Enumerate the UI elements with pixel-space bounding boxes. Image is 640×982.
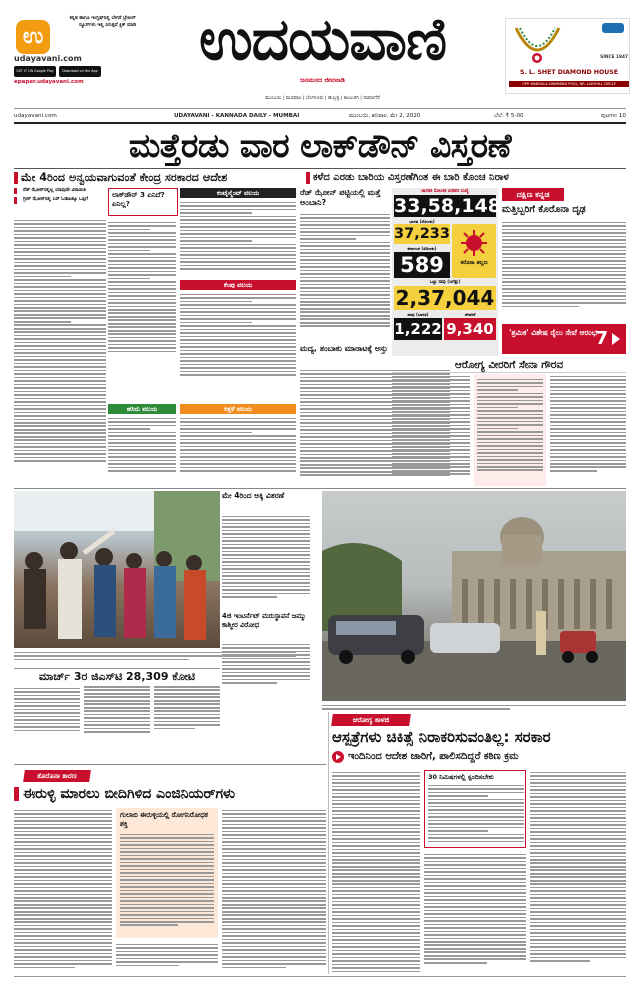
editions: ಮುಂಬಯಿ | ಮಣಿಪಾಲ | ಬೆಂಗಳೂರು | ಹುಬ್ಬಳ್ಳಿ | ಕಲಬುರಗಿ | ದಾವಣಗೆರೆ — [265, 96, 380, 101]
ambani-headline: ರೆಡ್ ಝೋನ್ ಪಟ್ಟಿಯಲ್ಲಿ ಮತ್ತೆ ಅಂಬಾನಿ? — [300, 188, 381, 207]
onion-box — [116, 808, 218, 938]
stats-india-deaths: 1,222 — [394, 320, 442, 338]
hospital-headline: ಆಸ್ಪತ್ರೆಗಳು ಚಿಕಿತ್ಸೆ ನಿರಾಕರಿಸುವಂತಿಲ್ಲ: ಸರಕಾರ — [332, 728, 551, 746]
containment-list — [180, 200, 296, 278]
lockdown3-list — [108, 220, 176, 370]
dateline — [14, 110, 626, 122]
lead-bullets — [14, 188, 106, 204]
lead-sub-left — [14, 170, 304, 186]
corona-badge — [452, 224, 496, 278]
jammu-body — [222, 642, 310, 690]
engineers-tag: ಕೊರೊನಾ ಕಾರಣ — [23, 770, 91, 782]
jammu-headline: 4ಜಿ ಇಂಟರ್ನೆಟ್ ಮರುಸ್ಥಾಪನೆ ಜಮ್ಮು ಕಾಶ್ಮೀರ ವಿರೋಧ — [222, 612, 306, 629]
hospital-box — [424, 770, 526, 848]
red-zone-tag: ಕೆಂಪು ವಲಯ — [180, 280, 296, 290]
stats-box — [392, 188, 501, 356]
lead-sub-left-text: ಮೇ 4ರಿಂದ ಅನ್ವಯವಾಗುವಂತೆ ಕೇಂದ್ರ ಸರಕಾರದ ಆದೇಶ — [21, 171, 228, 184]
gst-headline: ಮಾರ್ಚ್ 3ರ ಜಿಎಸ್‌ಟಿ 28,309 ಕೋಟಿ — [14, 668, 220, 685]
hospital-box-title: 30 ನಿಮಿಷಗಳಲ್ಲಿ ಸ್ಪಂದಿಸಬೇಕು — [428, 773, 494, 781]
lead-headline: ಮತ್ತೆರಡು ವಾರ ಲಾಕ್‌ಡೌನ್ ವಿಸ್ತರಣೆ — [128, 126, 512, 165]
onion-box-title: ಗುಲಾಬಿ ಈರುಳ್ಳಿಯಲ್ಲಿ ರೋಗನಿರೋಧಕ ಶಕ್ತಿ — [120, 811, 208, 828]
vidhana-soudha-photo — [322, 491, 626, 701]
hospital-sub-text: ಇಂದಿನಿಂದ ಆದೇಶ ಜಾರಿಗೆ, ಪಾಲಿಸದಿದ್ದರೆ ಕಠಿಣ ಕ್ರಮ — [348, 751, 519, 762]
red-zone-list — [180, 292, 296, 388]
section-rule-1 — [14, 488, 626, 489]
ad-address: OPP. MANGALA SWIMMING POOL, NR. LADYHILL CIRCLE — [509, 81, 629, 87]
stats-india: 37,233 — [394, 226, 450, 242]
google-play-button[interactable]: GET IT ON Google Play — [14, 66, 56, 77]
virus-icon — [459, 228, 489, 258]
engineers-headline-text: ಈರುಳ್ಳಿ ಮಾರಲು ಬೀದಿಗಿಳಿದ ಎಂಜಿನಿಯರ್‌ಗಳು — [23, 786, 236, 802]
promo-text: ಕನ್ನಡ ಹಾಗೂ ಇಂಗ್ಲಿಷ್‌ನಲ್ಲಿ ಬೇಗನೆ ಬ್ರೇಕಿಂಗ್ ನ್ಯೂಸ್‌ಗಳು ಇಲ್ಲಿ ಸಿಗುತ್ತವೆ ಕ್ಲಿಕ್ ಮಾಡಿ — [69, 16, 136, 28]
stats-karnataka-label: ಕರ್ನಾಟಕ (ಸೋಂಕು) — [407, 246, 437, 251]
onion-box-body — [120, 832, 214, 934]
shramik-page: 7 — [595, 328, 608, 349]
engineers-body-col1 — [14, 808, 112, 974]
necklace-icon — [510, 22, 565, 70]
stats-recovered: 9,340 — [444, 318, 496, 340]
tagline: ಜನಮನದ ಜೀವನಾಡಿ — [300, 76, 345, 84]
newspaper-title: ಉದಯವಾಣಿ — [198, 5, 447, 73]
masthead — [0, 0, 640, 108]
dateline-pages: ಪುಟಗಳು 10 — [601, 113, 626, 119]
engineers-body-col2 — [116, 942, 218, 974]
army-headline: ಆರೋಗ್ಯ ವೀರರಿಗೆ ಸೇನಾ ಗೌರವ — [392, 358, 626, 373]
ad-since: SINCE 1947 — [600, 55, 628, 60]
lead-sub-right-text: ಕಳೆದ ಎರಡು ಬಾರಿಯ ವಿಸ್ತರಣೆಗಿಂತ ಈ ಬಾರಿ ಕೊಂಚ ನಿರಾಳ — [313, 172, 509, 183]
stats-india-label: ಭಾರತ (ಸೋಂಕು) — [409, 219, 435, 224]
dateline-edition: UDAYAVANI - KANNADA DAILY - MUMBAI — [174, 113, 300, 119]
stats-karnataka: 589 — [394, 252, 450, 278]
bullet-arrow-icon — [332, 751, 344, 763]
dateline-price: ಬೆಲೆ: ₹ 5-00 — [494, 113, 524, 119]
bottom-rule — [14, 976, 626, 977]
section-rule-2 — [14, 764, 326, 765]
liquor-headline: ಮದ್ಯ, ತಂಬಾಕು ಮಾರಾಟಕ್ಕೆ ಅಸ್ತು — [300, 344, 388, 353]
orange-zone-list — [180, 416, 296, 486]
lead-sub-right — [306, 170, 626, 186]
engineers-headline — [14, 784, 326, 804]
lockdown3-title: ಲಾಕ್‌ಡೌನ್ 3 ಏನಿದೆ? ಏನಿಲ್ಲ? — [112, 191, 165, 208]
column-divider — [328, 712, 329, 974]
orange-zone-tag: ಕಿತ್ತಳೆ ವಲಯ — [180, 404, 296, 414]
sub-bar-icon-right — [306, 172, 310, 184]
hospital-body-col2 — [424, 852, 526, 974]
ambani-body — [300, 212, 390, 338]
hospital-sub — [332, 750, 626, 764]
rice-headline: ಮೇ 4ರಿಂದ ಅಕ್ಕಿ ವಿತರಣೆ — [222, 491, 285, 500]
lead-rule — [14, 168, 626, 169]
rice-body — [222, 514, 310, 606]
building-icon — [322, 491, 626, 701]
shramik-promo-text: 'ಶ್ರಮಿಕ' ವಿಶೇಷ ರೈಲು ಸೇವೆ ಆರಂಭ — [509, 328, 597, 337]
army-list — [477, 377, 543, 483]
jewellery-ad[interactable] — [505, 18, 630, 94]
dateline-site[interactable]: udayavani.com — [14, 113, 57, 119]
bullet-1: ರೆಡ್ ಝೋನ್‌ನಲ್ಲಿಲ್ಲ ಯಾವುದೇ ವಿನಾಯಿತಿ — [14, 188, 106, 194]
lead-body-col1 — [14, 218, 106, 488]
engineers-bar-icon — [14, 787, 19, 801]
containment-tag: ಕಂಟೈನ್ಮೆಂಟ್ ವಲಯ — [180, 188, 296, 198]
udayavani-logo-icon: ಉ — [16, 20, 50, 54]
engineers-body-col3 — [222, 808, 326, 974]
stats-deaths-label: ಒಟ್ಟು ಸಾವು (ಜಗತ್ತು) — [429, 280, 461, 285]
green-zone-tag: ಹಸಿರು ವಲಯ — [108, 404, 176, 414]
stats-recovered-label: ಚೇತರಿಕೆ — [464, 312, 476, 317]
dakshina-headline: ಮತ್ತಿಬ್ಬರಿಗೆ ಕೊರೊನಾ ದೃಢ — [502, 204, 586, 215]
shramik-promo[interactable] — [502, 324, 626, 354]
app-promo[interactable] — [14, 14, 136, 92]
bullet-2: ಗ್ರೀನ್ ಝೋನ್‌ನಲ್ಲಿ ಬಸ್ ಓಡಾಟಕ್ಕೂ ಒಪ್ಪಿಗೆ — [14, 197, 106, 203]
hospital-body-col1 — [332, 770, 420, 974]
diamond-logo-icon — [602, 23, 624, 33]
stats-world: 33,58,148 — [394, 195, 501, 217]
green-zone-list — [108, 416, 176, 486]
gst-body — [14, 686, 220, 746]
army-body-col2 — [550, 374, 626, 486]
crowd-icon — [14, 491, 220, 648]
hospital-body-col3 — [530, 770, 626, 974]
army-list-box — [474, 374, 546, 486]
dakshina-body — [502, 220, 626, 318]
stats-world-label: ಜಾಗತಿಕ ಸೋಂಕಿತ ಪೀಡಿತರ ಸಂಖ್ಯೆ — [421, 189, 469, 194]
queue-photo — [14, 491, 220, 648]
dateline-date: ಮುಂಬಯಿ, ಶನಿವಾರ, ಮೇ 2, 2020 — [349, 113, 421, 119]
app-store-button[interactable]: Download on the App — [59, 66, 101, 77]
stats-deaths: 2,37,044 — [395, 286, 495, 310]
corona-badge-text: ಕರೊನಾ ತಲ್ಲಣ — [460, 260, 488, 266]
zone-lists — [108, 188, 296, 488]
army-body-col1 — [392, 374, 470, 486]
dateline-rule-top — [14, 108, 626, 109]
hospital-box-list — [428, 783, 524, 845]
vidhana-photo-caption — [322, 703, 626, 712]
promo-site[interactable]: udayavani.com — [14, 54, 82, 63]
stats-india-deaths-label: ಸಾವು (ಭಾರತ) — [407, 312, 429, 317]
hospital-tag: ಆರೋಗ್ಯ ಕಾಳಜಿ — [331, 714, 411, 726]
dakshina-tag: ದಕ್ಷಿಣ ಕನ್ನಡ — [502, 188, 564, 201]
sub-bar-icon — [14, 172, 18, 184]
ad-name: S. L. SHET DIAMOND HOUSE — [520, 69, 618, 76]
arrow-right-icon — [611, 332, 621, 346]
epaper-link[interactable]: epaper.udayavani.com — [14, 79, 84, 85]
